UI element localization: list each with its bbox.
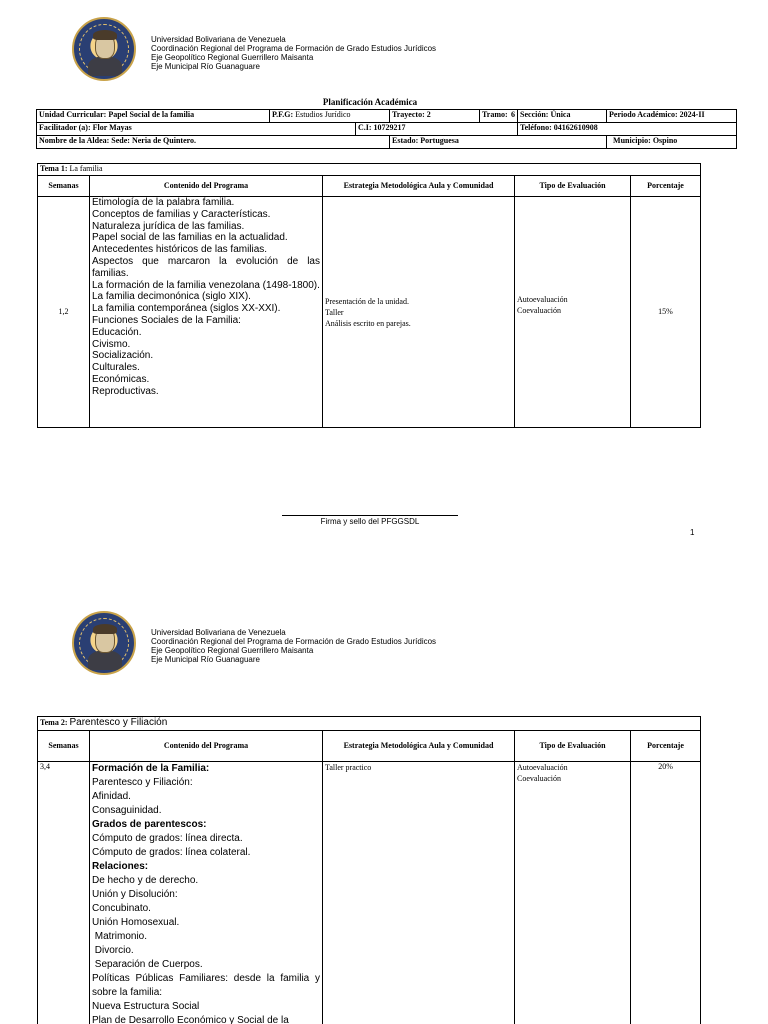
university-seal-logo (72, 17, 136, 81)
header-line: Universidad Bolivariana de Venezuela (151, 35, 286, 44)
contenido-item: Nueva Estructura Social (92, 1001, 200, 1012)
page-number: 1 (690, 528, 695, 537)
seccion-cell: Sección: Única (518, 110, 607, 123)
tema-2-evaluacion (515, 762, 631, 1024)
header-line: Eje Geopolítico Regional Guerrillero Maisanta (151, 646, 314, 655)
course-info-table (36, 109, 737, 149)
tema-1-contenido (90, 197, 323, 428)
contenido-item: Educación. (92, 326, 142, 338)
contenido-item: Aspectos que marcaron la evolución de las familias. (92, 255, 320, 279)
ci-cell: C.I: 10729217 (356, 123, 518, 136)
tema-1-evaluacion (515, 197, 631, 428)
tema-2-title: Tema 2: Parentesco y Filiación (38, 717, 701, 731)
column-header-porcentaje: Porcentaje (631, 731, 701, 762)
page-2 (0, 596, 768, 1024)
header-line: Eje Geopolítico Regional Guerrillero Maisanta (151, 53, 314, 62)
contenido-item: Civismo. (92, 338, 131, 350)
tema-2-semanas: 3,4 (38, 762, 90, 1024)
signature-line (282, 515, 458, 516)
contenido-item: Parentesco y Filiación: (92, 777, 193, 788)
contenido-item: Antecedentes históricos de las familias. (92, 244, 268, 256)
contenido-item: Etimología de la palabra familia. (92, 197, 235, 208)
contenido-item: Grados de parentescos: (92, 819, 207, 830)
tema-1-estrategia (323, 197, 515, 428)
contenido-item: Socialización. (92, 350, 154, 362)
estrategia-item: Taller practico (325, 763, 372, 772)
tema-1-title: Tema 1: La familia (38, 164, 701, 176)
contenido-item: Funciones Sociales de la Familia: (92, 314, 241, 326)
estrategia-item: Análisis escrito en parejas. (325, 318, 411, 328)
signature-label: Firma y sello del PFGGSDL (320, 517, 420, 526)
header-line: Coordinación Regional del Programa de Formación de Grado Estudios Jurídicos (151, 637, 437, 646)
contenido-item: Políticas Públicas Familiares: desde la familia y sobre la familia: (92, 973, 320, 998)
tema-2-porcentaje: 20% (631, 762, 701, 1024)
contenido-item: Separación de Cuerpos. (92, 959, 203, 970)
contenido-item: Consaguinidad. (92, 805, 162, 816)
contenido-item: Naturaleza jurídica de las familias. (92, 220, 245, 232)
contenido-item: La familia contemporánea (siglos XX-XXI). (92, 303, 281, 315)
contenido-item: Concubinato. (92, 903, 151, 914)
pfg-cell: P.F.G: Estudios Jurídico (270, 110, 390, 123)
contenido-item: Cómputo de grados: línea colateral. (92, 847, 251, 858)
tema-1-porcentaje: 15% (631, 197, 701, 428)
evaluacion-item: Coevaluación (517, 306, 561, 315)
tema-2-estrategia (323, 762, 515, 1024)
municipio-cell: Municipio: Ospino (607, 136, 737, 149)
estrategia-item: Taller (325, 307, 344, 317)
tema-2-table (37, 716, 701, 1024)
column-header-estrategia: Estrategia Metodológica Aula y Comunidad (323, 731, 515, 762)
evaluacion-item: Autoevaluación (517, 295, 568, 304)
contenido-item: Culturales. (92, 362, 140, 374)
contenido-item: Divorcio. (92, 945, 134, 956)
column-header-contenido: Contenido del Programa (90, 176, 323, 197)
contenido-item: Plan de Desarrollo Económico y Social de la (92, 1015, 289, 1024)
column-header-evaluacion: Tipo de Evaluación (515, 176, 631, 197)
contenido-item: Papel social de las familias en la actualidad. (92, 232, 288, 244)
unidad-curricular-cell: Unidad Curricular: Papel Social de la familia (37, 110, 270, 123)
contenido-item: Formación de la Familia: (92, 763, 210, 774)
contenido-item: Reproductivas. (92, 385, 159, 397)
evaluacion-item: Coevaluación (517, 774, 561, 783)
column-header-contenido: Contenido del Programa (90, 731, 323, 762)
contenido-item: Unión Homosexual. (92, 917, 180, 928)
header-line: Eje Municipal Río Guanaguare (151, 62, 260, 71)
contenido-item: De hecho y de derecho. (92, 875, 199, 886)
tramo-cell: Tramo: 6 (480, 110, 518, 123)
trayecto-cell: Trayecto: 2 (390, 110, 480, 123)
column-header-evaluacion: Tipo de Evaluación (515, 731, 631, 762)
document-title: Planificación Académica (322, 97, 418, 107)
contenido-item: Cómputo de grados: línea directa. (92, 833, 243, 844)
evaluacion-item: Autoevaluación (517, 763, 568, 772)
column-header-semanas: Semanas (38, 176, 90, 197)
column-header-estrategia: Estrategia Metodológica Aula y Comunidad (323, 176, 515, 197)
contenido-item: Unión y Disolución: (92, 889, 178, 900)
header-line: Universidad Bolivariana de Venezuela (151, 628, 286, 637)
contenido-item: Conceptos de familias y Características. (92, 208, 271, 220)
tema-1-table (37, 163, 701, 428)
column-header-porcentaje: Porcentaje (631, 176, 701, 197)
header-line: Coordinación Regional del Programa de Formación de Grado Estudios Jurídicos (151, 44, 437, 53)
tema-1-semanas: 1,2 (38, 197, 90, 428)
facilitador-cell: Facilitador (a): Flor Mayas (37, 123, 356, 136)
contenido-item: Relaciones: (92, 861, 149, 872)
institution-header (151, 35, 436, 71)
telefono-cell: Teléfono: 04162610908 (518, 123, 737, 136)
aldea-cell: Nombre de la Aldea: Sede: Neria de Quintero. (37, 136, 390, 149)
periodo-cell: Periodo Académico: 2024-II (607, 110, 737, 123)
contenido-item: Matrimonio. (92, 931, 148, 942)
estrategia-item: Presentación de la unidad. (325, 296, 409, 306)
institution-header (151, 628, 436, 664)
university-seal-logo (72, 611, 136, 675)
tema-2-contenido (90, 762, 323, 1024)
column-header-semanas: Semanas (38, 731, 90, 762)
contenido-item: La formación de la familia venezolana (1498-1800). (92, 279, 320, 291)
contenido-item: La familia decimonónica (siglo XIX). (92, 291, 251, 303)
contenido-item: Afinidad. (92, 791, 131, 802)
contenido-item: Económicas. (92, 373, 150, 385)
header-line: Eje Municipal Río Guanaguare (151, 655, 260, 664)
estado-cell: Estado: Portuguesa (390, 136, 607, 149)
